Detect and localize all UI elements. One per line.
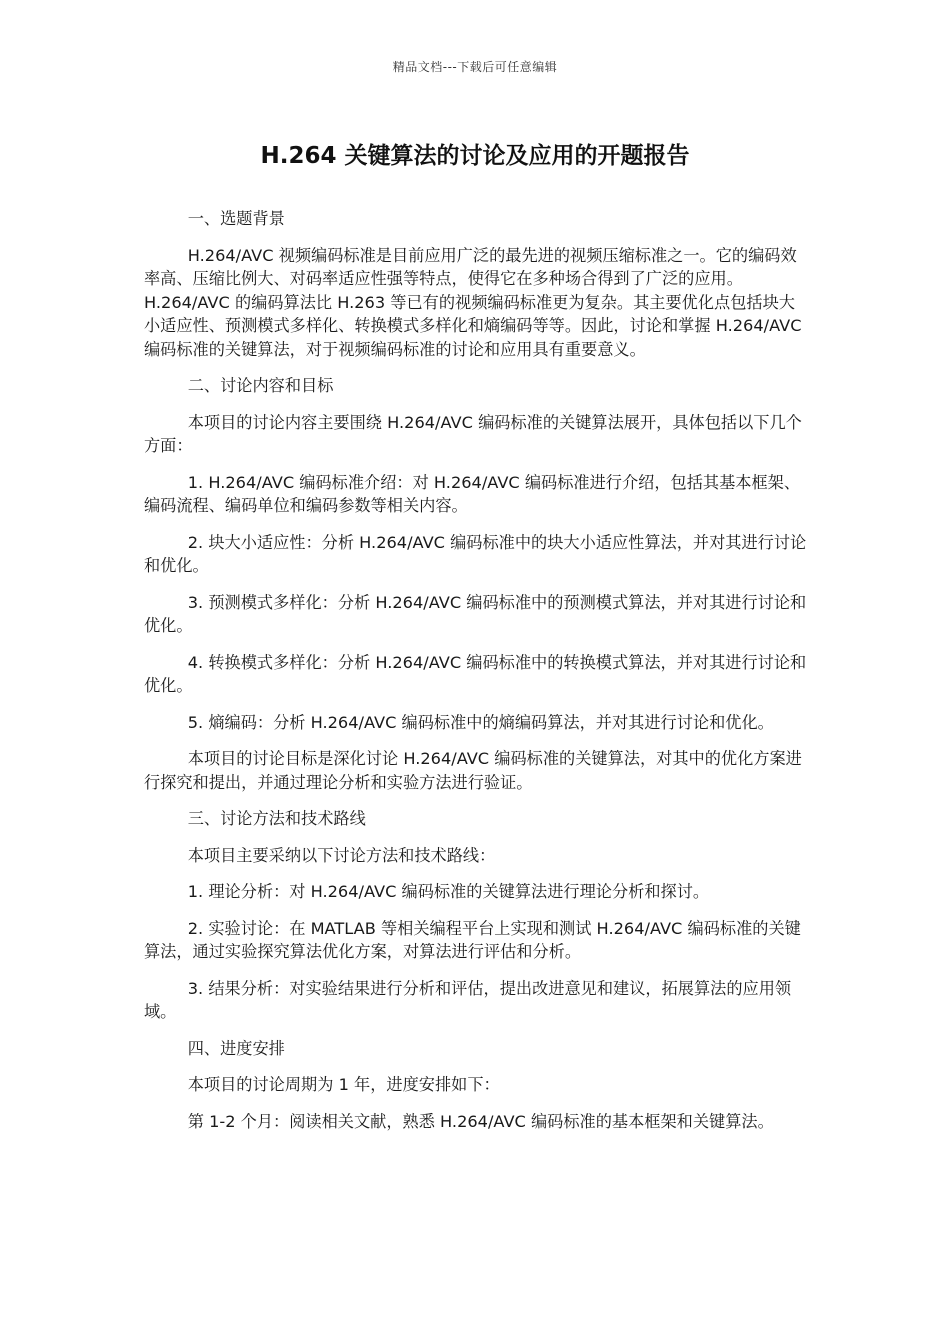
paragraph-background: H.264/AVC 视频编码标准是目前应用广泛的最先进的视频压缩标准之一。它的编码效率高、压缩比例大、对码率适应性强等特点，使得它在多种场合得到了广泛的应用。H.264/AVC 的编码算法比 H.263 等已有的视频编码标准更为复杂。其主要优化点包括块大小适应性、预测模式多样化、转换模式多样化和熵编码等等。因此，讨论和掌握 H.264/AVC 编码标准的关键算法，对于视频编码标准的讨论和应用具有重要意义。 xyxy=(144,245,802,359)
list-item-5: 5. 熵编码：分析 H.264/AVC 编码标准中的熵编码算法，并对其进行讨论和优化。 xyxy=(187,712,774,732)
paragraph-content-intro: 本项目的讨论内容主要围绕 H.264/AVC 编码标准的关键算法展开，具体包括以下几个方面： xyxy=(144,412,802,455)
section-heading-method: 三、讨论方法和技术路线 xyxy=(187,809,366,828)
list-item-2: 2. 块大小适应性：分析 H.264/AVC 编码标准中的块大小适应性算法，并对其进行讨论和优化。 xyxy=(144,532,807,575)
document-title: H.264 关键算法的讨论及应用的开题报告 xyxy=(260,143,690,169)
document-body xyxy=(144,207,808,1146)
section-heading-schedule: 四、进度安排 xyxy=(187,1038,285,1058)
paragraph-method-intro: 本项目主要采纳以下讨论方法和技术路线： xyxy=(187,845,496,865)
method-item-3: 3. 结果分析：对实验结果进行分析和评估，提出改进意见和建议，拓展算法的应用领域。 xyxy=(144,978,792,1021)
section-heading-content: 二、讨论内容和目标 xyxy=(187,376,334,395)
list-item-4: 4. 转换模式多样化：分析 H.264/AVC 编码标准中的转换模式算法，并对其进行讨论和优化。 xyxy=(144,652,807,695)
schedule-item-1: 第 1-2 个月：阅读相关文献，熟悉 H.264/AVC 编码标准的基本框架和关键算法。 xyxy=(187,1111,774,1131)
method-item-2: 2. 实验讨论：在 MATLAB 等相关编程平台上实现和测试 H.264/AVC 编码标准的关键算法，通过实验探究算法优化方案，对算法进行评估和分析。 xyxy=(144,918,801,961)
list-item-1: 1. H.264/AVC 编码标准介绍：对 H.264/AVC 编码标准进行介绍，包括其基本框架、编码流程、编码单位和编码参数等相关内容。 xyxy=(144,472,801,515)
list-item-3: 3. 预测模式多样化：分析 H.264/AVC 编码标准中的预测模式算法，并对其进行讨论和优化。 xyxy=(144,592,807,635)
paragraph-schedule-intro: 本项目的讨论周期为 1 年，进度安排如下： xyxy=(187,1075,500,1094)
method-item-1: 1. 理论分析：对 H.264/AVC 编码标准的关键算法进行理论分析和探讨。 xyxy=(187,882,710,901)
section-heading-background: 一、选题背景 xyxy=(187,209,285,228)
page-header: 精品文档---下载后可任意编辑 xyxy=(392,60,558,74)
paragraph-goal: 本项目的讨论目标是深化讨论 H.264/AVC 编码标准的关键算法，对其中的优化方案进行探究和提出，并通过理论分析和实验方法进行验证。 xyxy=(144,749,802,792)
